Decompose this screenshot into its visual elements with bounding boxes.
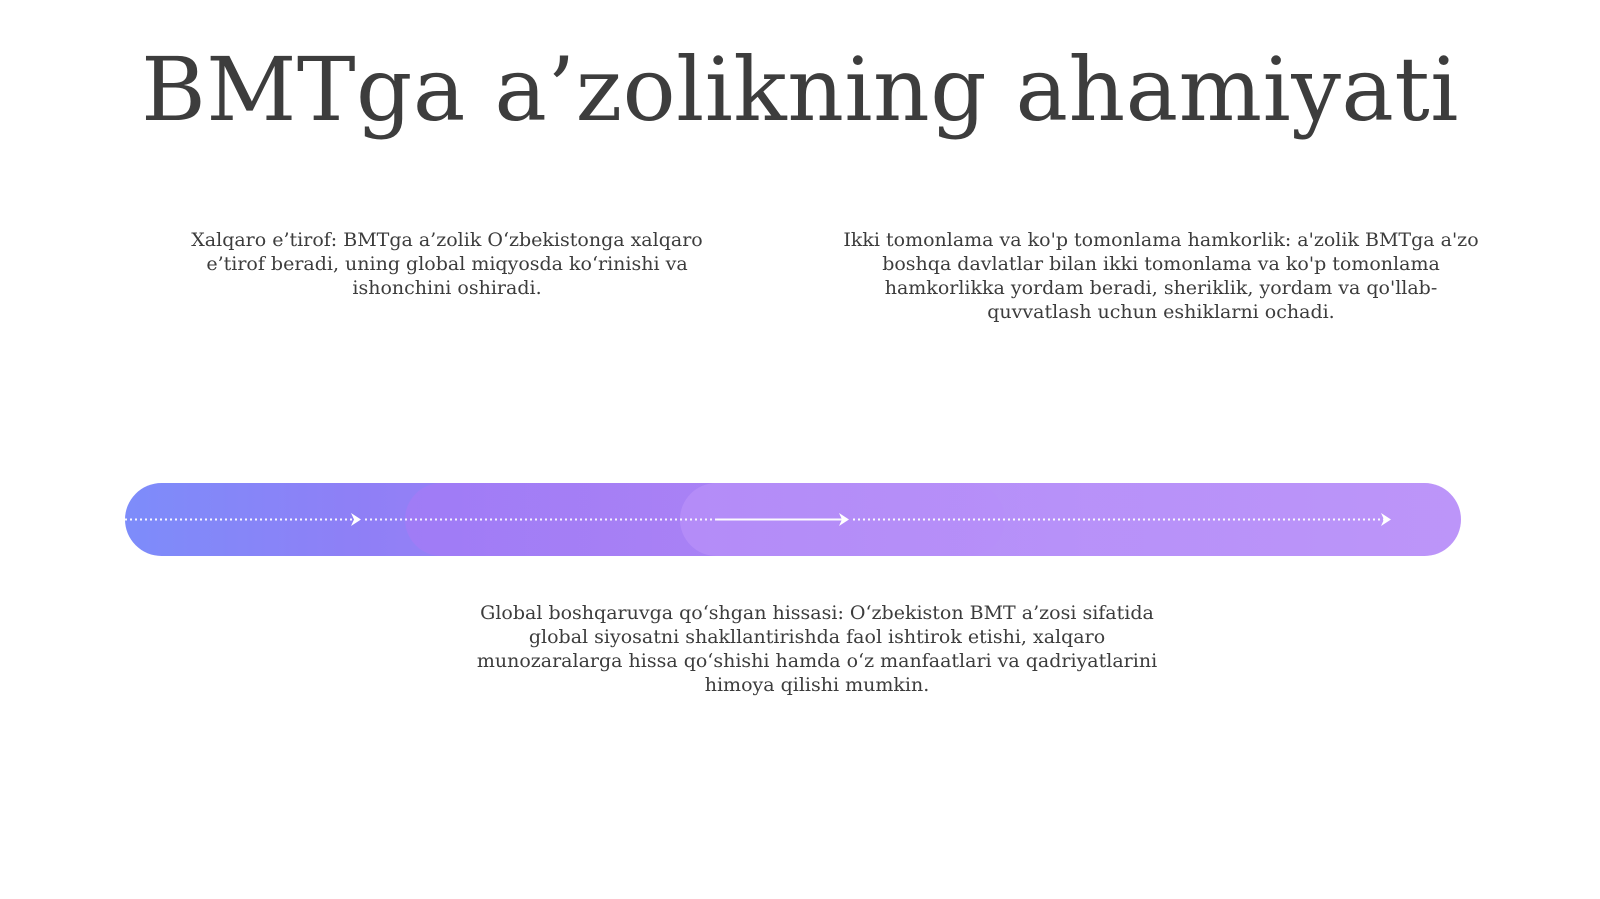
timeline-arrows bbox=[125, 483, 1461, 556]
point-cooperation: Ikki tomonlama va ko'p tomonlama hamkorlik: a'zolik BMTga a'zo boshqa davlatlar bilan ikki tomonlama va ko'p tomonlama hamkorlikka yordam beradi, sheriklik, yordam va qo'llab-quvvatlash uchun eshiklarni ochadi. bbox=[843, 229, 1479, 323]
slide-title: BMTga a’zolikning ahamiyati bbox=[141, 38, 1459, 141]
point-global-governance: Global boshqaruvga qo‘shgan hissasi: O‘zbekiston BMT a’zosi sifatida global siyosatni shakllantirishda faol ishtirok etishi, xalqaro munozaralarga hissa qo‘shishi hamda o‘z manfaatlari va qadriyatlarini himoya qilishi mumkin. bbox=[476, 602, 1158, 696]
arrow-right-icon bbox=[351, 513, 361, 526]
timeline-bar bbox=[125, 483, 1461, 556]
point-international-recognition: Xalqaro e’tirof: BMTga a’zolik O‘zbekistonga xalqaro e’tirof beradi, uning global miqyosda ko‘rinishi va ishonchini oshiradi. bbox=[191, 229, 703, 299]
arrow-right-icon bbox=[1381, 513, 1391, 526]
